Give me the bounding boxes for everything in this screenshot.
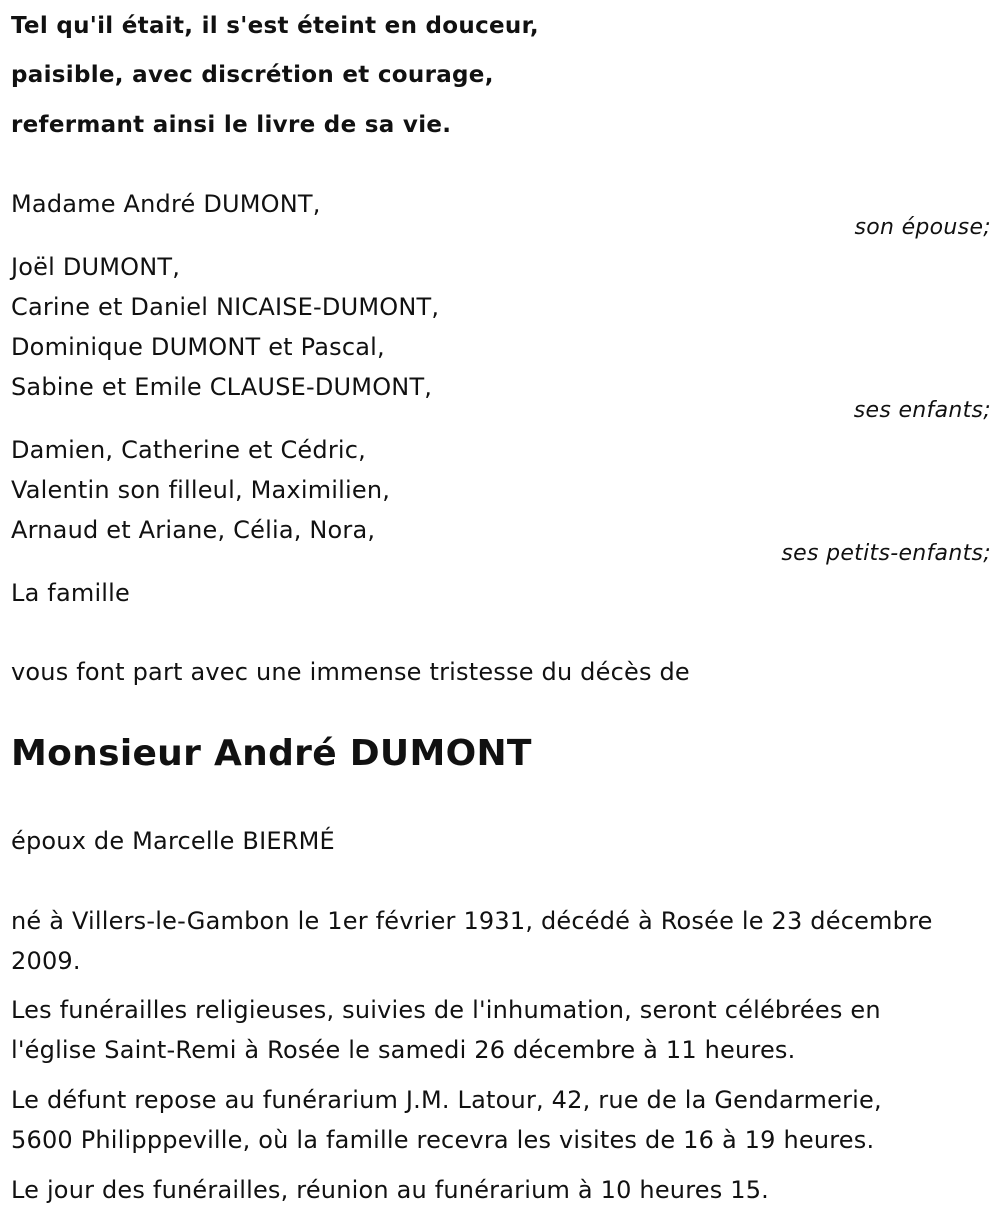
grandchild-name: Arnaud et Ariane, Célia, Nora, <box>11 516 376 544</box>
children-role: ses enfants; <box>853 398 991 423</box>
obituary-notice <box>11 0 991 1225</box>
spouse-of-text: époux de Marcelle BIERMÉ <box>11 827 335 855</box>
deceased-name: Monsieur André DUMONT <box>11 733 532 774</box>
funeral-text: Les funérailles religieuses, suivies de l'inhumation, seront célébrées en <box>11 996 881 1024</box>
family-label: La famille <box>11 579 131 607</box>
funeral-home-text: 5600 Philipppeville, où la famille recevra les visites de 16 à 19 heures. <box>11 1126 875 1154</box>
intro-line: paisible, avec discrétion et courage, <box>11 62 494 88</box>
child-name: Carine et Daniel NICAISE-DUMONT, <box>11 293 440 321</box>
birth-death-text: né à Villers-le-Gambon le 1er février 1931, décédé à Rosée le 23 décembre <box>11 907 933 935</box>
grandchild-name: Damien, Catherine et Cédric, <box>11 436 366 464</box>
funeral-home-text: Le défunt repose au funérarium J.M. Latour, 42, rue de la Gendarmerie, <box>11 1086 882 1114</box>
meeting-text: Le jour des funérailles, réunion au funérarium à 10 heures 15. <box>11 1176 770 1204</box>
grandchild-name: Valentin son filleul, Maximilien, <box>11 476 391 504</box>
child-name: Dominique DUMONT et Pascal, <box>11 333 385 361</box>
funeral-text: l'église Saint-Remi à Rosée le samedi 26 décembre à 11 heures. <box>11 1036 796 1064</box>
birth-death-text: 2009. <box>11 947 81 975</box>
child-name: Sabine et Emile CLAUSE-DUMONT, <box>11 373 433 401</box>
grandchildren-role: ses petits-enfants; <box>781 541 991 566</box>
announcement-text: vous font part avec une immense tristesse du décès de <box>11 658 690 686</box>
spouse-name: Madame André DUMONT, <box>11 190 321 218</box>
child-name: Joël DUMONT, <box>11 253 181 281</box>
intro-line: Tel qu'il était, il s'est éteint en douceur, <box>11 13 539 39</box>
spouse-role: son épouse; <box>854 215 991 240</box>
intro-line: refermant ainsi le livre de sa vie. <box>11 112 452 138</box>
